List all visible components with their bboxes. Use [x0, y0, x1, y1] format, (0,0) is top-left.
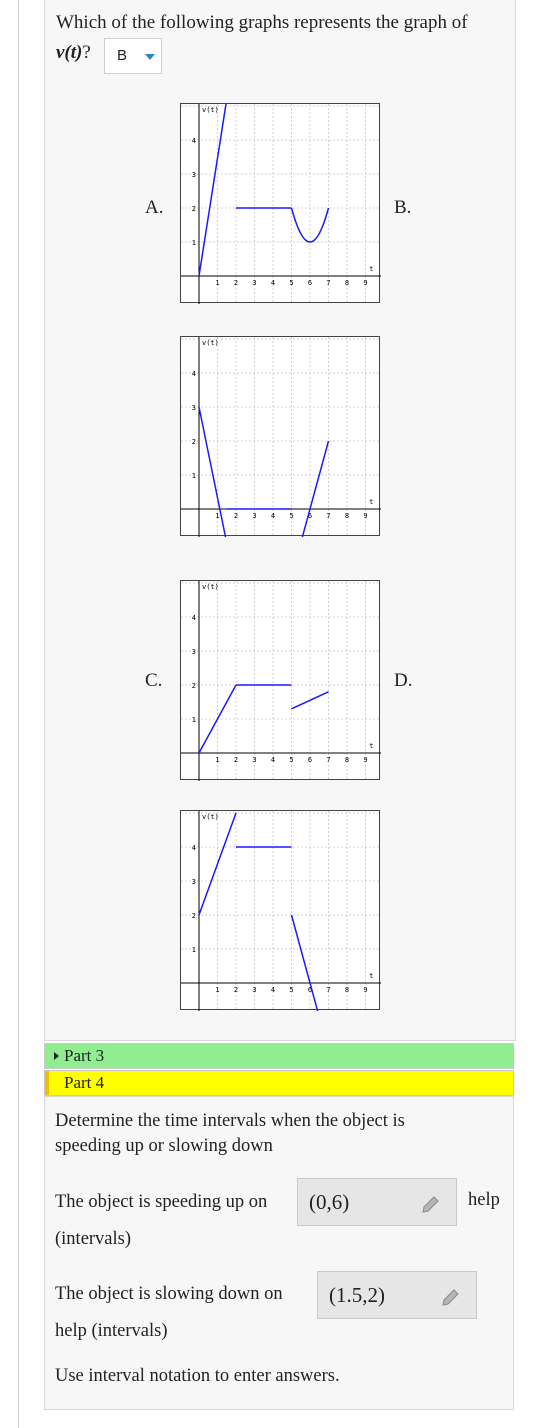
graph-d-svg	[181, 811, 381, 1011]
x-tick-label: 5	[289, 512, 294, 520]
x-axis-label: t	[369, 498, 374, 506]
pencil-icon[interactable]	[420, 1193, 442, 1213]
x-tick-label: 4	[270, 756, 276, 764]
x-axis-label: t	[369, 742, 374, 750]
active-marker	[45, 1071, 49, 1095]
x-tick-label: 9	[363, 986, 368, 994]
math-vt: v(t)	[56, 42, 83, 63]
x-tick-label: 1	[215, 512, 220, 520]
y-tick-label: 2	[191, 438, 196, 446]
speeding-help-link[interactable]: help	[468, 1190, 500, 1210]
selected-value: B	[117, 47, 128, 64]
x-tick-label: 3	[252, 756, 257, 764]
y-tick-label: 4	[191, 844, 196, 852]
x-tick-label: 4	[270, 279, 276, 287]
graph-option-b[interactable]	[180, 336, 380, 536]
x-tick-label: 2	[233, 756, 239, 764]
x-tick-label: 1	[215, 756, 220, 764]
graph-segment	[199, 407, 227, 537]
slowing-label: The object is slowing down on	[55, 1284, 283, 1304]
x-tick-label: 7	[326, 279, 331, 287]
x-tick-label: 5	[289, 986, 294, 994]
speeding-label: The object is speeding up on	[55, 1192, 268, 1212]
speeding-answer-field[interactable]	[297, 1178, 457, 1226]
x-tick-label: 4	[270, 512, 276, 520]
caret-down-icon	[145, 54, 155, 60]
y-axis-label: v(t)	[202, 583, 219, 591]
x-tick-label: 4	[270, 986, 276, 994]
graph-option-c[interactable]	[180, 580, 380, 780]
y-axis-label: v(t)	[202, 106, 219, 114]
x-tick-label: 7	[326, 756, 331, 764]
slowing-answer-field[interactable]	[317, 1271, 477, 1319]
y-tick-label: 2	[191, 912, 196, 920]
y-tick-label: 1	[191, 472, 196, 480]
graph-c-svg	[181, 581, 381, 781]
graph-segment	[292, 915, 320, 1011]
graph-option-a[interactable]	[180, 103, 380, 303]
x-tick-label: 8	[344, 756, 350, 764]
x-tick-label: 2	[233, 986, 239, 994]
x-tick-label: 9	[363, 279, 368, 287]
graph-b-svg	[181, 337, 381, 537]
speeding-intervals-note: (intervals)	[55, 1229, 132, 1249]
y-tick-label: 1	[191, 716, 196, 724]
x-axis-label: t	[369, 265, 374, 273]
x-tick-label: 8	[344, 512, 350, 520]
speeding-answer-value: (0,6)	[309, 1190, 350, 1214]
x-tick-label: 3	[252, 986, 257, 994]
x-tick-label: 7	[326, 986, 331, 994]
x-tick-label: 6	[307, 756, 313, 764]
option-c-label: C.	[145, 670, 163, 691]
y-tick-label: 3	[191, 878, 196, 886]
graph-segment	[301, 441, 329, 537]
y-tick-label: 1	[191, 946, 196, 954]
x-tick-label: 1	[215, 986, 220, 994]
option-a-label: A.	[145, 197, 164, 218]
y-tick-label: 1	[191, 239, 196, 247]
y-tick-label: 3	[191, 648, 196, 656]
part4-prompt: Determine the time intervals when the object is speeding up or slowing down	[55, 1111, 405, 1156]
graph-option-d[interactable]	[180, 810, 380, 1010]
x-tick-label: 5	[289, 756, 294, 764]
x-axis-label: t	[369, 972, 374, 980]
x-tick-label: 2	[233, 279, 239, 287]
x-tick-label: 6	[307, 986, 313, 994]
y-tick-label: 3	[191, 171, 196, 179]
triangle-right-icon	[54, 1052, 59, 1060]
x-tick-label: 6	[307, 279, 313, 287]
pencil-icon[interactable]	[440, 1286, 462, 1306]
x-tick-label: 9	[363, 512, 368, 520]
y-tick-label: 3	[191, 404, 196, 412]
graph-a-svg	[181, 104, 381, 304]
x-tick-label: 2	[233, 512, 239, 520]
slowing-help-intervals[interactable]: help (intervals)	[55, 1321, 168, 1341]
part3-header[interactable]: Part 3	[44, 1043, 514, 1069]
x-tick-label: 8	[344, 986, 350, 994]
graph-segment	[199, 104, 227, 276]
page-left-border	[18, 0, 19, 1428]
y-tick-label: 4	[191, 614, 196, 622]
x-tick-label: 5	[289, 279, 294, 287]
option-b-label: B.	[394, 197, 412, 218]
part4-header[interactable]: Part 4	[44, 1070, 514, 1096]
x-tick-label: 6	[307, 512, 313, 520]
answer-select[interactable]	[104, 38, 162, 74]
x-tick-label: 1	[215, 279, 220, 287]
interval-notation-note: Use interval notation to enter answers.	[55, 1366, 340, 1386]
y-tick-label: 4	[191, 370, 196, 378]
y-axis-label: v(t)	[202, 339, 219, 347]
option-d-label: D.	[394, 670, 413, 691]
y-tick-label: 2	[191, 682, 196, 690]
question-text: Which of the following graphs represents the graph of v(t)?	[56, 12, 468, 63]
slowing-answer-value: (1.5,2)	[329, 1283, 385, 1307]
y-tick-label: 4	[191, 137, 196, 145]
x-tick-label: 7	[326, 512, 331, 520]
y-axis-label: v(t)	[202, 813, 219, 821]
x-tick-label: 3	[252, 512, 257, 520]
x-tick-label: 8	[344, 279, 350, 287]
y-tick-label: 2	[191, 205, 196, 213]
x-tick-label: 9	[363, 756, 368, 764]
x-tick-label: 3	[252, 279, 257, 287]
